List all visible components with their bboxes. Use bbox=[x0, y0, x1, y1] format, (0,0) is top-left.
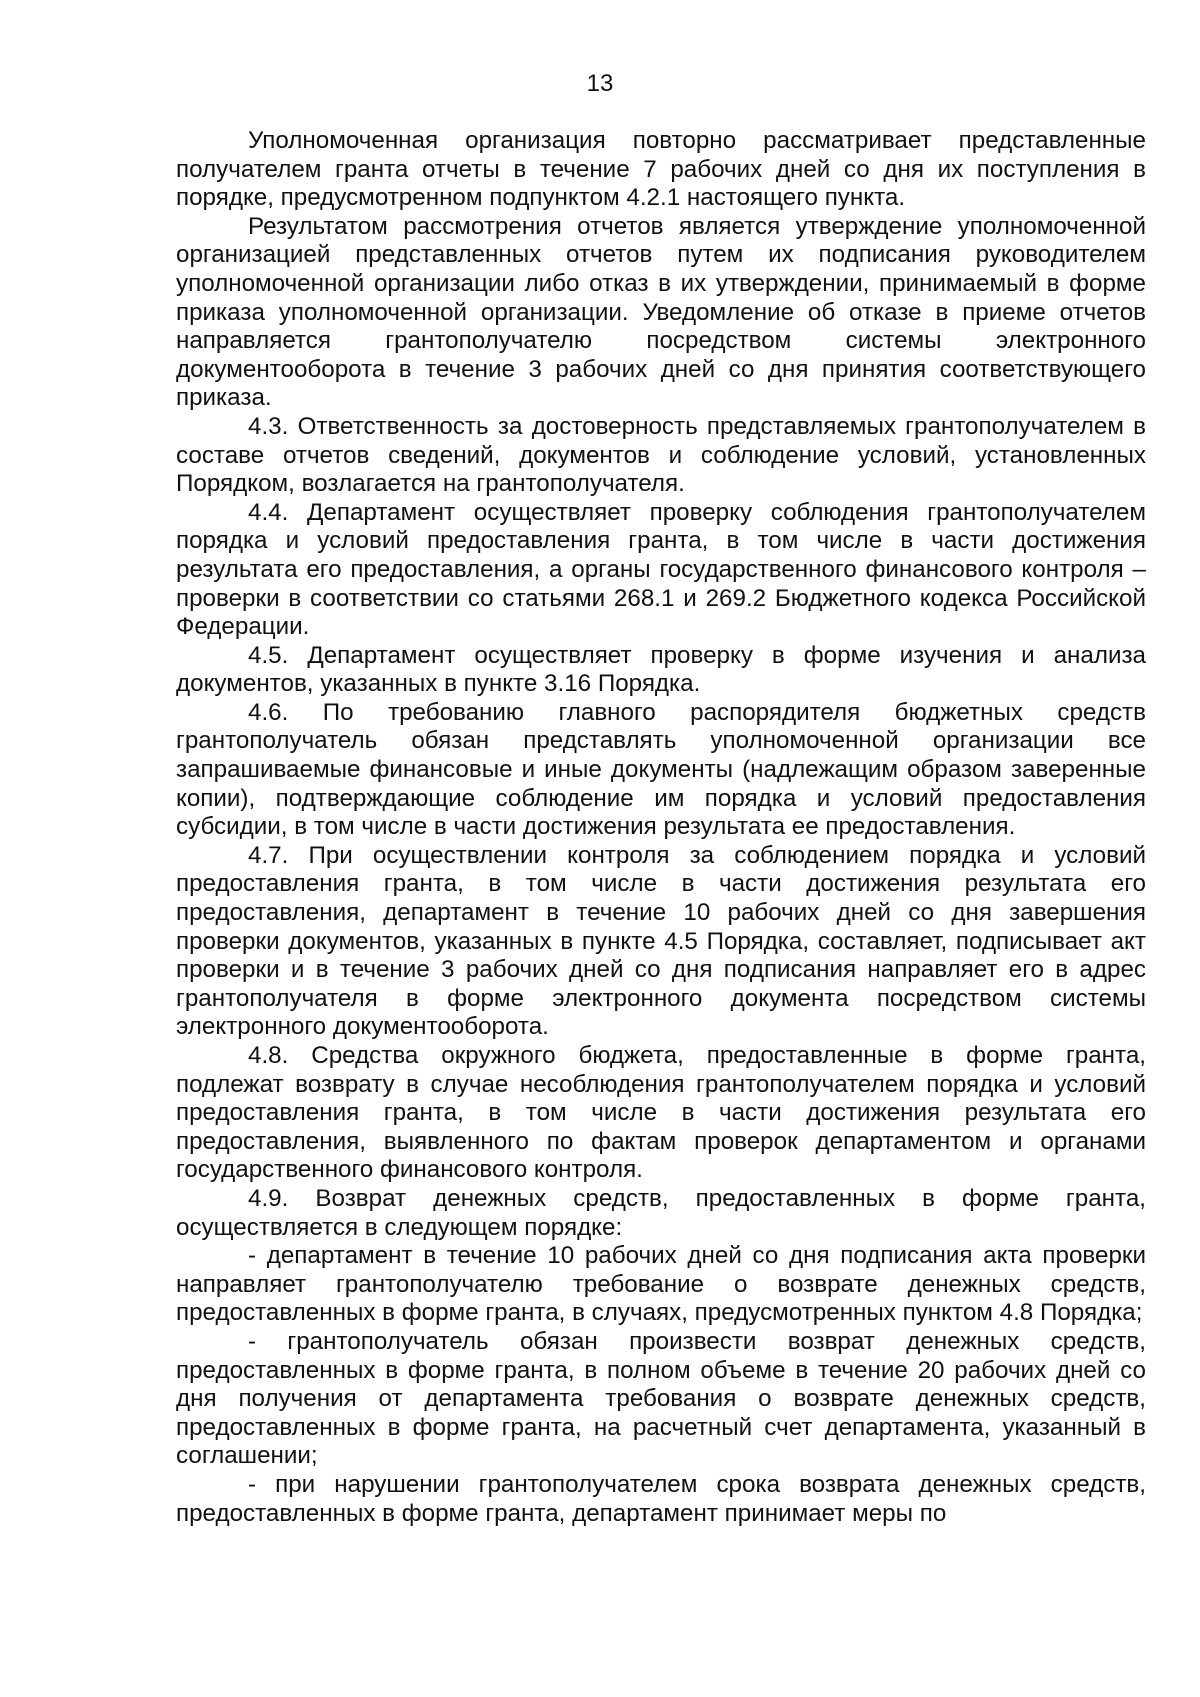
list-item-demand: - департамент в течение 10 рабочих дней со дня подписания акта проверки направляет грантополучателю требование о возврате денежных средств, предоставленных в форме гранта, в случаях, предусмотренных пунктом 4.8 Порядка; bbox=[176, 1242, 1146, 1327]
document-body bbox=[176, 127, 1146, 1528]
paragraph-4-5: 4.5. Департамент осуществляет проверку в форме изучения и анализа документов, указанных в пункте 3.16 Порядка. bbox=[176, 641, 1146, 698]
paragraph-4-7: 4.7. При осуществлении контроля за соблюдением порядка и условий предоставления гранта, в том числе в части достижения результата его предоставления, департамент в течение 10 рабочих дней со дня завершения проверки документов, указанных в пункте 4.5 Порядка, составляет, подписывает акт проверки и в течение 3 рабочих дней со дня подписания направляет его в адрес грантополучателя в форме электронного документа посредством системы электронного документооборота. bbox=[176, 841, 1146, 1041]
list-item-refund: - грантополучатель обязан произвести возврат денежных средств, предоставленных в форме гранта, в полном объеме в течение 20 рабочих дней со дня получения от департамента требования о возврате денежных средств, предоставленных в форме гранта, на расчетный счет департамента, указанный в соглашении; bbox=[176, 1327, 1146, 1470]
page-number: 13 bbox=[586, 70, 614, 97]
list-item-violation: - при нарушении грантополучателем срока возврата денежных средств, предоставленных в форме гранта, департамент принимает меры по bbox=[176, 1470, 1146, 1527]
paragraph-4-8: 4.8. Средства окружного бюджета, предоставленные в форме гранта, подлежат возврату в случае несоблюдения грантополучателем порядка и условий предоставления гранта, в том числе в части достижения результата его предоставления, выявленного по фактам проверок департаментом и органами государственного финансового контроля. bbox=[176, 1042, 1146, 1184]
paragraph-4-4: 4.4. Департамент осуществляет проверку соблюдения грантополучателем порядка и условий предоставления гранта, в том числе в части достижения результата его предоставления, а органы государственного финансового контроля – проверки в соответствии со статьями 268.1 и 269.2 Бюджетного кодекса Российской Федерации. bbox=[176, 498, 1146, 641]
paragraph-repeat-review: Уполномоченная организация повторно рассматривает представленные получателем гранта отчеты в течение 7 рабочих дней со дня их поступления в порядке, предусмотренном подпунктом 4.2.1 настоящего пункта. bbox=[176, 127, 1146, 212]
paragraph-4-6: 4.6. По требованию главного распорядителя бюджетных средств грантополучатель обязан представлять уполномоченной организации все запрашиваемые финансовые и иные документы (надлежащим образом заверенные копии), подтверждающие соблюдение им порядка и условий предоставления субсидии, в том числе в части достижения результата ее предоставления. bbox=[176, 698, 1146, 841]
paragraph-4-9: 4.9. Возврат денежных средств, предоставленных в форме гранта, осуществляется в следующем порядке: bbox=[176, 1184, 1146, 1241]
paragraph-review-result: Результатом рассмотрения отчетов является утверждение уполномоченной организацией представленных отчетов путем их подписания руководителем уполномоченной организации либо отказ в их утверждении, принимаемый в форме приказа уполномоченной организации. Уведомление об отказе в приеме отчетов направляется грантополучателю посредством системы электронного документооборота в течение 3 рабочих дней со дня принятия соответствующего приказа. bbox=[176, 212, 1146, 412]
paragraph-4-3: 4.3. Ответственность за достоверность представляемых грантополучателем в составе отчетов сведений, документов и соблюдение условий, установленных Порядком, возлагается на грантополучателя. bbox=[176, 412, 1146, 498]
